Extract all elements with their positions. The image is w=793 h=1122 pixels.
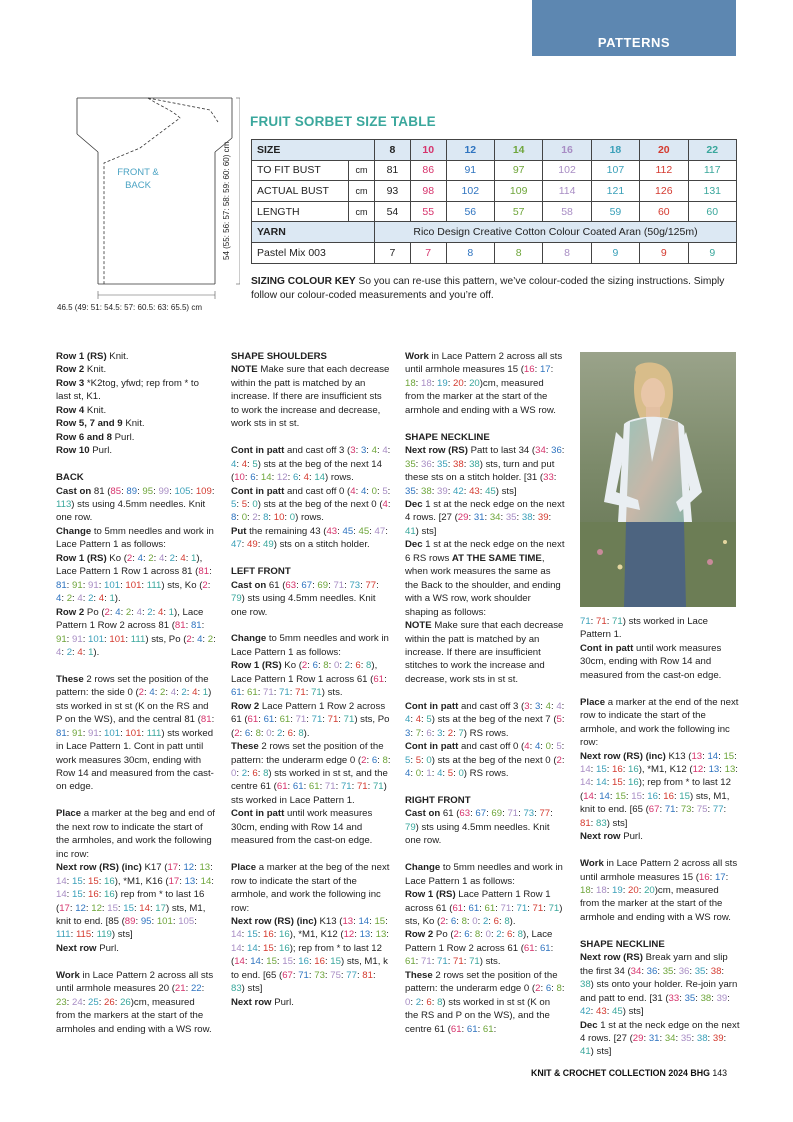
table-cell: 8 [543, 242, 591, 263]
table-cell: 8 [446, 242, 494, 263]
table-cell: 60 [640, 201, 688, 222]
table-cell: 54 [375, 201, 411, 222]
instruction: 71: 71: 71) sts worked in Lace Pattern 1. Cont in patt until work measures 30cm, ending with Row 14 and measured from the cast-on edge. [580, 616, 722, 681]
sizing-colour-key [251, 275, 741, 302]
colour-row [252, 242, 737, 263]
table-cell: 117 [688, 160, 737, 181]
table-cell: 57 [495, 201, 543, 222]
page-footer [531, 1068, 727, 1078]
instruction: Cast on 81 (85: 89: 95: 99: 105: 109: 113) sts using 4.5mm needles. Knit one row. [56, 485, 215, 524]
instruction: Cont in patt and cast off 3 (3: 3: 4: 4: 4: 4: 5) sts at the beg of the next 14 (10: 6: 14: 12: 6: 4: 14) rows. Cont in patt and cast off 0 (4: 4: 0: 5: 5: 5: 0) sts at the beg of the next 0 (4: 8: 0: 2: 8: 10: 0) rows. Put the remaining 43 (43: 45: 45: 47: 47: 49: 49) sts on a stitch holder. [231, 445, 391, 551]
table-cell: 112 [640, 160, 688, 181]
instruction: Row 2 Knit. [56, 364, 107, 376]
section-heading: SHAPE SHOULDERS [231, 351, 327, 362]
instruction: Row 1 (RS) Ko (2: 4: 2: 4: 2: 4: 1), Lace Pattern 1 Row 1 across 81 (81: 81: 91: 91: 101: 101: 111) sts, Ko (2: 4: 2: 4: 2: 4: 1). [56, 552, 212, 605]
section-heading: BACK [56, 472, 84, 484]
section-label: PATTERNS [597, 35, 671, 50]
instruction: Cast on 61 (63: 67: 69: 71: 73: 77: 79) sts using 4.5mm needles. Knit one row. [231, 579, 379, 618]
instruction: Place a marker at the end of the next row to indicate the start of the armhole, and work the following inc row: Next row (RS) (inc) K13 (13: 14: 15: 14: 15: 16: 16), *M1, K12 (12: 13: 13: 14: 14: 15: 16); rep from * to last 12 (14: 14: 15: 15: 16: 16: 15) sts, M1, knit to end. [65 (67: 71: 73: 75: 77: 81: 83) sts] Next row Purl. [580, 696, 739, 843]
instruction: NOTE Make sure that each decrease within the patt is matched by an increase. If there are insufficient sts to work the increase and decrease, work sts in st st. [231, 364, 390, 430]
instruction: Place a marker at the beg and end of the next row to indicate the start of the armholes, and work the following inc row: Next row (RS) (inc) K17 (17: 12: 13: 14: 15: 15: 16), *M1, K16 (17: 13: 14: 14: 15: 16: 16) rep from * to last 16 (17: 12: 12: 15: 15: 14: 17) sts, M1, knit to end. [85 (89: 95: 101: 105: 111: 115: 119) sts] Next row Purl. [56, 808, 215, 954]
table-cell: 126 [640, 181, 688, 202]
pattern-column-1 [56, 350, 216, 1036]
table-cell: 121 [591, 181, 639, 202]
row-label: TO FIT BUST [252, 160, 349, 181]
length-row [252, 201, 737, 222]
section-heading: RIGHT FRONT [405, 794, 471, 806]
size-cell: 8 [375, 140, 411, 161]
instruction: Cont in patt and cast off 3 (3: 3: 4: 4: 4: 4: 5) sts at the beg of the next 7 (5: 3: 7: 6: 3: 2: 7) RS rows. Cont in patt and cast off 0 (4: 4: 0: 5: 5: 5: 0) sts at the beg of the next 0 (2: 4: 0: 1: 4: 5: 0) RS rows. [405, 700, 565, 780]
instruction: Row 10 Purl. [56, 445, 112, 457]
model-photo [580, 352, 736, 607]
pattern-column-2 [231, 350, 391, 1009]
instruction: Work in Lace Pattern 2 across all sts until armhole measures 15 (16: 17: 18: 18: 19: 20: 20)cm, measured from the marker at the start of the armhole and ending with a WS row. [405, 351, 563, 416]
table-cell: 8 [495, 242, 543, 263]
instruction: Row 6 and 8 Purl. [56, 431, 135, 443]
table-cell: 102 [446, 181, 494, 202]
instruction: Cast on 61 (63: 67: 69: 71: 73: 77: 79) sts using 4.5mm needles. Knit one row. [405, 808, 553, 847]
size-cell: 18 [591, 140, 639, 161]
table-cell: 9 [640, 242, 688, 263]
key-label: SIZING COLOUR KEY [251, 276, 356, 287]
instruction: These 2 rows set the position of the pattern: the side 0 (2: 4: 2: 4: 2: 4: 1) sts worked in st st (K on the RS and P on the WS), and the central 81 (81: 81: 91: 91: 101: 101: 111) sts worked in Lace Pattern 1. Cont in patt until work measures 30cm, ending with Row 14 and measured from the cast-on edge. [56, 673, 215, 793]
row-unit: cm [349, 201, 375, 222]
row-label: LENGTH [252, 201, 349, 222]
size-cell: 16 [543, 140, 591, 161]
publication-name: KNIT & CROCHET COLLECTION 2024 [531, 1068, 688, 1078]
size-cell: 20 [640, 140, 688, 161]
garment-schematic [40, 88, 240, 318]
table-cell: 102 [543, 160, 591, 181]
table-cell: 91 [446, 160, 494, 181]
section-heading: SHAPE NECKLINE [405, 431, 490, 443]
width-label: 46.5 (49: 51: 54.5: 57: 60.5: 63: 65.5) cm [57, 303, 202, 312]
row-label: ACTUAL BUST [252, 181, 349, 202]
instruction: Change to 5mm needles and work in Lace Pattern 1 as follows: Row 1 (RS) Lace Pattern 1 Row 1 across 61 (61: 61: 61: 71: 71: 71: 71) sts, Ko (2: 6: 8: 0: 2: 6: 8). Row 2 Po (2: 6: 8: 0: 2: 6: 8), Lace Pattern 1 Row 2 across 61 (61: 61: 61: 71: 71: 71: 71) sts. These 2 rows set the position of the pattern: the underarm edge 0 (2: 6: 8: 0: 2: 6: 8) sts worked in st st (K on the RS and P on the WS), and the centre 61 (61: 61: 61: [405, 862, 565, 1035]
size-head: SIZE [252, 140, 375, 161]
size-cell: 10 [410, 140, 446, 161]
height-label: 54 (55: 56: 57: 58: 59: 60: 60) cm [222, 141, 231, 260]
instruction: Row 3 *K2tog, yfwd; rep from * to last st, K1. [56, 377, 199, 403]
size-table-title: FRUIT SORBET SIZE TABLE [250, 114, 436, 129]
instruction: Row 1 (RS) Knit. [56, 351, 129, 362]
yarn-name: Rico Design Creative Cotton Colour Coated Aran (50g/125m) [375, 222, 737, 243]
pattern-column-3 [405, 350, 565, 1036]
table-cell: 107 [591, 160, 639, 181]
instruction: Row 2 Po (2: 4: 2: 4: 2: 4: 1), Lace Pattern 1 Row 2 across 81 (81: 81: 91: 91: 101: 101: 111) sts, Po (2: 4: 2: 4: 2: 4: 1). [56, 606, 216, 658]
yarn-row [252, 222, 737, 243]
size-table [251, 139, 737, 264]
instruction: Change to 5mm needles and work in Lace Pattern 1 as follows: [56, 525, 214, 551]
table-cell: 97 [495, 160, 543, 181]
table-cell: 9 [688, 242, 737, 263]
instruction: Next row (RS) Patt to last 34 (34: 36: 35: 36: 35: 38: 38) sts, turn and put these sts on a stitch holder. [31 (33: 35: 38: 39: 42: 43: 45) sts] Dec 1 st at the neck edge on the next 4 rows. [27 (29: 31: 34: 35: 38: 39: 41) sts] Dec 1 st at the neck edge on the next 6 RS rows AT THE SAME TIME, when work measures the same as the Back to the shoulder, and ending with a WS row, work shoulder shaping as follows: NOTE Make sure that each decrease within the patt is matched by an increase. If there are insufficient stitches to work the increase and decrease, work sts in st st. [405, 445, 565, 685]
size-cell: 22 [688, 140, 737, 161]
instruction: Change to 5mm needles and work in Lace Pattern 1 as follows: Row 1 (RS) Ko (2: 6: 8: 0: 2: 6: 8), Lace Pattern 1 Row 1 across 61 (61: 61: 61: 71: 71: 71: 71) sts. Row 2 Lace Pattern 1 Row 2 across 61 (61: 61: 61: 71: 71: 71: 71) sts, Po (2: 6: 8: 0: 2: 6: 8). These 2 rows set the position of the pattern: the underarm edge 0 (2: 6: 8: 0: 2: 6: 8) sts worked in st st, and the centre 61 (61: 61: 61: 71: 71: 71: 71) sts worked in Lace Pattern 1. Cont in patt until work measures 30cm, ending with Row 14 and measured from the cast-on edge. [231, 633, 391, 847]
front-back-label-2: BACK [125, 180, 151, 191]
size-cell: 12 [446, 140, 494, 161]
instruction: Next row (RS) Break yarn and slip the first 34 (34: 36: 35: 36: 35: 38: 38) sts onto your holder. Re-join yarn and patt to end. [31 (33: 35: 38: 39: 42: 43: 45) sts] Dec 1 st at the neck edge on the next 4 rows. [27 (29: 31: 34: 35: 38: 39: 41) sts] [580, 952, 740, 1058]
section-heading: LEFT FRONT [231, 566, 291, 578]
table-cell: 98 [410, 181, 446, 202]
table-cell: 56 [446, 201, 494, 222]
table-cell: 86 [410, 160, 446, 181]
table-cell: 81 [375, 160, 411, 181]
front-back-label: FRONT & [117, 167, 159, 178]
instruction: Work in Lace Pattern 2 across all sts until armhole measures 15 (16: 17: 18: 18: 19: 20: 20)cm, measured from the marker at the start of the armhole and ending with a WS row. [580, 858, 738, 923]
actual-bust-row [252, 181, 737, 202]
table-cell: 7 [410, 242, 446, 263]
instruction: Row 4 Knit. [56, 404, 107, 416]
row-unit: cm [349, 160, 375, 181]
colour-label: Pastel Mix 003 [252, 242, 375, 263]
key-text: So you can re-use this pattern, we’ve colour-coded the sizing instructions. Simply follow our colour-coded measurements and you’re off. [251, 276, 725, 301]
instruction: Row 5, 7 and 9 Knit. [56, 418, 145, 430]
row-unit: cm [349, 181, 375, 202]
table-cell: 9 [591, 242, 639, 263]
section-tab [532, 0, 736, 56]
instruction: Work in Lace Pattern 2 across all sts until armhole measures 20 (21: 22: 23: 24: 25: 26: 26)cm, measured from the markers at the start of the armholes and ending with a WS row. [56, 969, 214, 1035]
table-cell: 58 [543, 201, 591, 222]
table-cell: 93 [375, 181, 411, 202]
instruction: Place a marker at the beg of the next row to indicate the start of the armhole, and work the following inc row: Next row (RS) (inc) K13 (13: 14: 15: 14: 15: 16: 16), *M1, K12 (12: 13: 13: 14: 14: 15: 16); rep from * to last 12 (14: 14: 15: 15: 16: 16: 15) sts, M1, k to end. [65 (67: 71: 73: 75: 77: 81: 83) sts] Next row Purl. [231, 862, 390, 1008]
table-cell: 60 [688, 201, 737, 222]
table-cell: 131 [688, 181, 737, 202]
bust-row [252, 160, 737, 181]
size-cell: 14 [495, 140, 543, 161]
yarn-label: YARN [252, 222, 375, 243]
table-cell: 109 [495, 181, 543, 202]
pattern-column-4 [580, 615, 740, 1059]
size-row [252, 140, 737, 161]
brand-name: BHG [690, 1068, 710, 1078]
page-number: 143 [712, 1068, 728, 1078]
table-cell: 114 [543, 181, 591, 202]
table-cell: 7 [375, 242, 411, 263]
section-heading: SHAPE NECKLINE [580, 938, 665, 950]
table-cell: 55 [410, 201, 446, 222]
table-cell: 59 [591, 201, 639, 222]
